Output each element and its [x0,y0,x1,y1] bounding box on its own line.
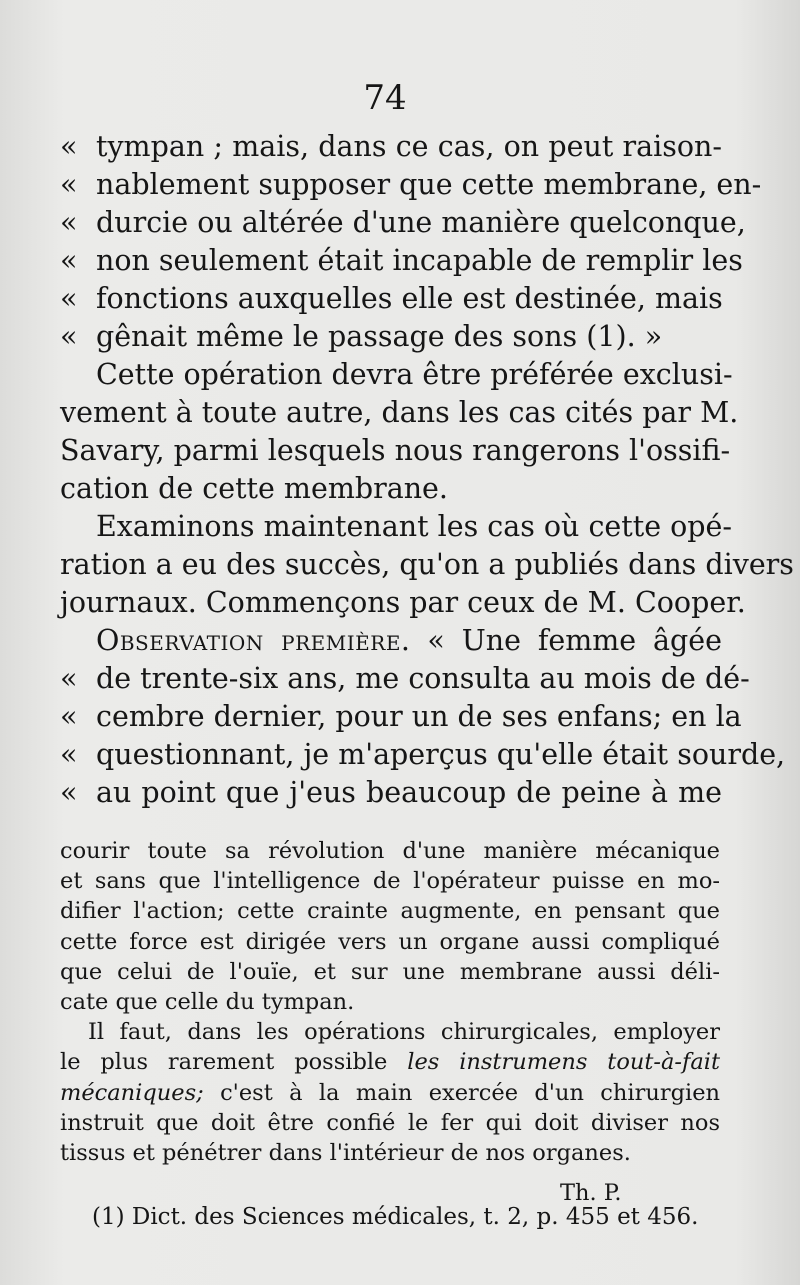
paragraph-line: vement à toute autre, dans les cas cités par M. [60,396,739,429]
italic-phrase: mécaniques; [60,1079,204,1106]
quote-line: « nablement supposer que cette membrane, en- [60,168,762,201]
paragraph-line: Il faut, dans les opérations chirurgicales, employer [88,1019,720,1046]
page-number: 74 [363,78,407,118]
paragraph-line: journaux. Commençons par ceux de M. Cooper. [60,586,746,619]
observation-heading: Observation première. [96,624,411,657]
paragraph-line: Cette opération devra être préférée exclusi- [96,358,733,391]
paragraph-line: cation de cette membrane. [60,472,448,505]
paragraph-line: instruit que doit être confié le fer qui doit diviser nos [60,1109,720,1136]
footnote: (1) Dict. des Sciences médicales, t. 2, p. 455 et 456. [92,1204,699,1230]
paragraph-line: Savary, parmi lesquels nous rangerons l'ossifi- [60,434,731,467]
quote-line: « fonctions auxquelles elle est destinée, mais [60,282,723,315]
quote-line: « gênait même le passage des sons (1). » [60,320,663,353]
paragraph-line: Examinons maintenant les cas où cette opé- [96,510,733,543]
upper-text-block [60,128,794,812]
quote-line: « non seulement était incapable de remplir les [60,244,743,277]
quote-line: « au point que j'eus beaucoup de peine à me [60,776,722,809]
lower-text-block [60,836,720,1168]
paragraph-line: courir toute sa révolution d'une manière mécanique [60,838,720,864]
quote-line: « questionnant, je m'aperçus qu'elle était sourde, [60,738,786,771]
paragraph-line: cette force est dirigée vers un organe aussi compliqué [60,928,720,955]
observation-heading-line: Observation première. « Une femme âgée [96,624,723,657]
paragraph-line: et sans que l'intelligence de l'opérateur puisse en mo- [60,868,720,895]
paragraph-line: le plus rarement possible les instrumens tout-à-fait [60,1049,721,1076]
signature: Th. P. [560,1180,622,1206]
paragraph-line: difier l'action; cette crainte augmente, en pensant que [60,898,720,925]
quote-line: « cembre dernier, pour un de ses enfans; en la [60,700,742,733]
paragraph-line: cate que celle du tympan. [60,988,355,1015]
paragraph-line: tissus et pénétrer dans l'intérieur de nos organes. [60,1139,631,1166]
quote-line: « tympan ; mais, dans ce cas, on peut raison- [60,130,722,163]
paragraph-line: mécaniques; c'est à la main exercée d'un chirurgien [60,1079,721,1106]
quote-line: « durcie ou altérée d'une manière quelconque, [60,206,746,239]
quote-line: « de trente-six ans, me consulta au mois de dé- [60,662,750,695]
paragraph-line: que celui de l'ouïe, et sur une membrane aussi déli- [60,958,720,985]
paragraph-line: ration a eu des succès, qu'on a publiés dans divers [60,548,794,581]
italic-phrase: les instrumens tout-à-fait [407,1049,721,1076]
